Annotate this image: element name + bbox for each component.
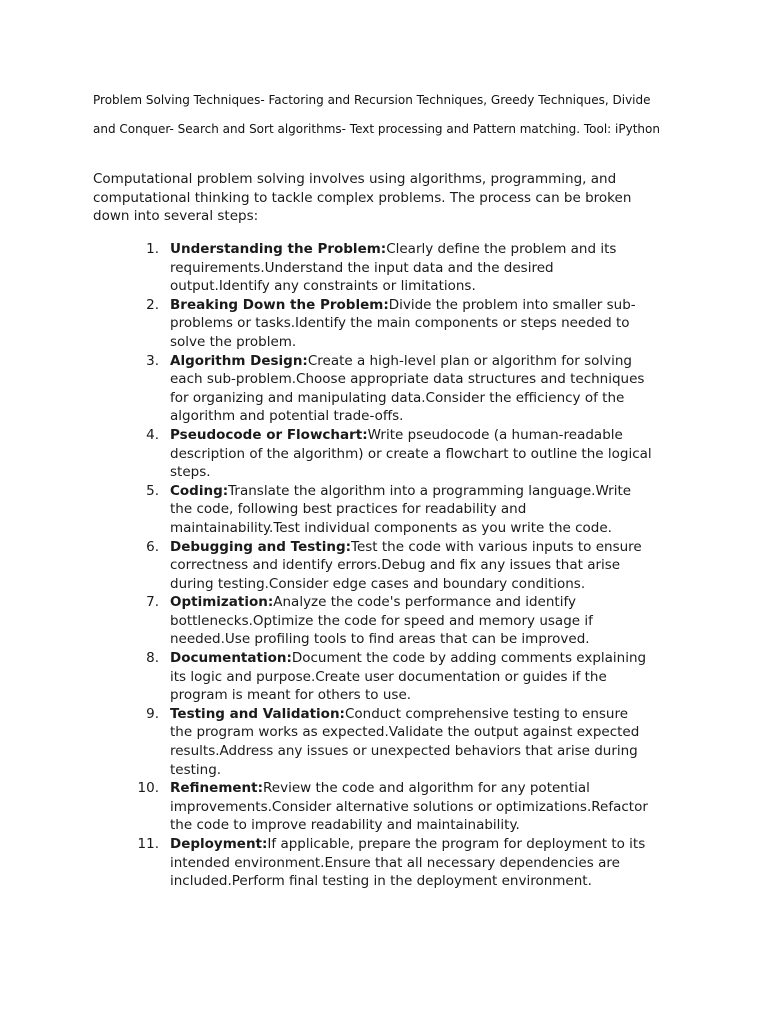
- step-title: Documentation:: [170, 650, 292, 667]
- step-number: 7.: [146, 594, 159, 611]
- step-number: 3.: [146, 352, 159, 369]
- step-title: Deployment:: [170, 836, 268, 852]
- step-title: Debugging and Testing:: [170, 538, 352, 555]
- header-line-2: and Conquer- Search and Sort algorithms- Text processing and Pattern matching. Tool: iPython: [93, 122, 660, 136]
- step-title: Refinement:: [170, 780, 264, 797]
- step-text: Divide the problem into smaller sub-problems or tasks.Identify the main components or steps needed to solve the problem.: [170, 296, 636, 350]
- step-item: [93, 426, 653, 482]
- step-item: [93, 240, 653, 296]
- step-item: [93, 296, 653, 352]
- step-title: Understanding the Problem:: [170, 241, 387, 257]
- step-title: Breaking Down the Problem:: [170, 296, 389, 313]
- intro-paragraph: Computational problem solving involves using algorithms, programming, and computational thinking to tackle complex problems. The process can be broken down into several steps:: [93, 171, 632, 225]
- step-number: 6.: [146, 538, 159, 555]
- step-number: 2.: [146, 296, 159, 313]
- step-item: [93, 779, 653, 835]
- step-number: 11.: [137, 836, 159, 852]
- step-text: Document the code by adding comments explaining its logic and purpose.Create user documentation or guides if the program is meant for others to use.: [170, 650, 647, 704]
- header-line-1: Problem Solving Techniques- Factoring and Recursion Techniques, Greedy Techniques, Divide: [93, 93, 651, 107]
- step-title: Pseudocode or Flowchart:: [170, 426, 368, 443]
- step-item: [93, 538, 653, 594]
- step-text: If applicable, prepare the program for deployment to its intended environment.Ensure that all necessary dependencies are included.Perform final testing in the deployment environment.: [170, 836, 646, 890]
- step-title: Testing and Validation:: [170, 705, 345, 722]
- step-item: [93, 835, 653, 891]
- step-number: 10.: [137, 780, 159, 797]
- step-item: [93, 705, 653, 779]
- step-text: Conduct comprehensive testing to ensure the program works as expected.Validate the output against expected results.Address any issues or unexpected behaviors that arise during testing.: [170, 705, 640, 778]
- steps-list: [93, 240, 653, 891]
- step-number: 5.: [146, 482, 159, 499]
- step-number: 4.: [146, 426, 159, 443]
- step-text: Create a high-level plan or algorithm for solving each sub-problem.Choose appropriate data structures and techniques for organizing and manipulating data.Consider the efficiency of the algorithm and potential trade-offs.: [170, 352, 645, 425]
- step-text: Review the code and algorithm for any potential improvements.Consider alternative solutions or optimizations.Refactor the code to improve readability and maintainability.: [170, 780, 648, 834]
- step-item: [93, 593, 653, 649]
- step-text: Analyze the code's performance and identify bottlenecks.Optimize the code for speed and memory usage if needed.Use profiling tools to find areas that can be improved.: [170, 594, 593, 648]
- step-item: [93, 482, 653, 538]
- step-text: Write pseudocode (a human-readable description of the algorithm) or create a flowchart to outline the logical steps.: [170, 426, 652, 481]
- step-item: [93, 352, 653, 426]
- step-title: Algorithm Design:: [170, 352, 308, 369]
- step-title: Coding:: [170, 482, 229, 499]
- step-number: 9.: [146, 705, 159, 722]
- step-title: Optimization:: [170, 594, 274, 611]
- step-number: 1.: [146, 241, 159, 257]
- document-header: [93, 86, 693, 144]
- step-text: Test the code with various inputs to ensure correctness and identify errors.Debug and fix any issues that arise during testing.Consider edge cases and boundary conditions.: [170, 538, 642, 592]
- step-item: [93, 649, 653, 705]
- step-text: Clearly define the problem and its requirements.Understand the input data and the desired output.Identify any constraints or limitations.: [170, 241, 617, 295]
- step-text: Translate the algorithm into a programming language.Write the code, following best practices for readability and maintainability.Test individual components as you write the code.: [170, 482, 632, 536]
- step-number: 8.: [146, 650, 159, 667]
